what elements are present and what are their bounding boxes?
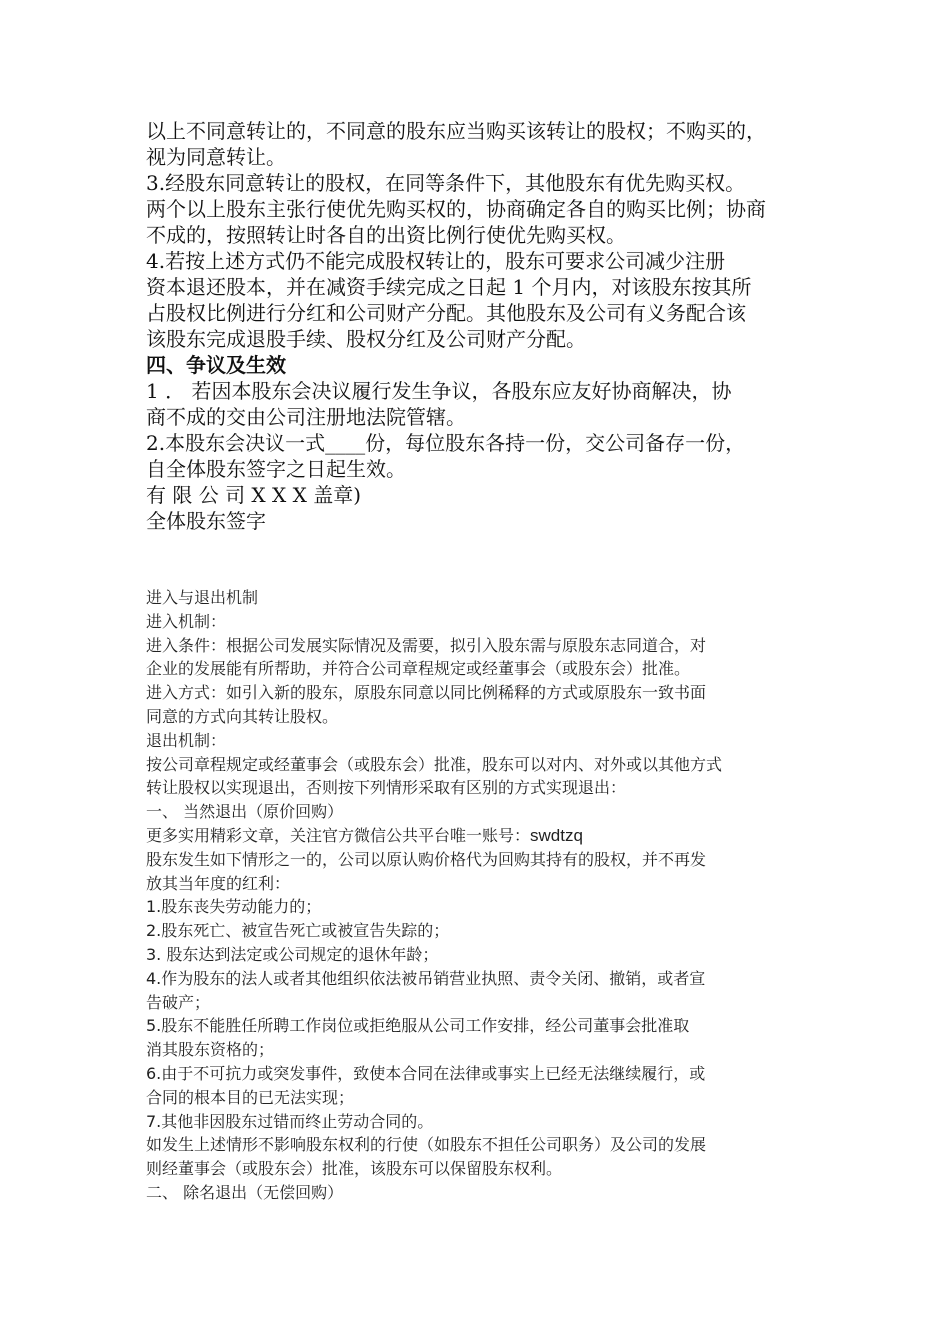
- spacer: [146, 534, 816, 586]
- list-item: [146, 967, 816, 991]
- item-text: 作为股东的法人或者其他组织依法被吊销营业执照、责令关闭、撤销，或者宣: [161, 968, 706, 988]
- list-item: [146, 919, 816, 943]
- signature-line: 全体股东签字: [146, 509, 266, 533]
- section-title: 进入与退出机制: [146, 588, 259, 607]
- text-line: 同意的方式向其转让股权。: [146, 706, 339, 726]
- item-number: 6.: [146, 1063, 162, 1083]
- list-item: [146, 895, 816, 919]
- list-item-continuation: 消其股东资格的；: [146, 1040, 275, 1060]
- item-number: 7.: [146, 1111, 162, 1131]
- text-line: 进入方式：如引入新的股东，原股东同意以同比例稀释的方式或原股东一致书面: [146, 683, 707, 703]
- text-line: 企业的发展能有所帮助，并符合公司章程规定或经董事会（或股东会）批准。: [146, 659, 691, 679]
- text-line: 该股东完成退股手续、股权分红及公司财产分配。: [146, 327, 586, 351]
- text-line: 商不成的交由公司注册地法院管辖。: [146, 405, 466, 429]
- item-text: 股东丧失劳动能力的；: [161, 897, 322, 917]
- list-item-continuation: 合同的根本目的已无法实现；: [146, 1087, 355, 1107]
- subsection-heading: 一、 当然退出（原价回购）: [146, 802, 344, 822]
- mechanism-section: [146, 586, 816, 1205]
- document-page: [146, 118, 816, 1205]
- promo-account: swdtzq: [530, 825, 583, 845]
- item-text: 股东达到法定或公司规定的退休年龄；: [161, 944, 439, 964]
- item-number: 5.: [146, 1016, 162, 1036]
- list-item-continuation: 告破产；: [146, 992, 211, 1012]
- subsection-heading: 二、 除名退出（无偿回购）: [146, 1182, 344, 1202]
- text-line: 1 ． 若因本股东会决议履行发生争议，各股东应友好协商解决，协: [146, 379, 732, 403]
- text-line: 进入条件：根据公司发展实际情况及需要，拟引入股东需与原股东志同道合，对: [146, 635, 707, 655]
- item-number: 1.: [146, 897, 162, 917]
- text-line: 资本退还股本，并在减资手续完成之日起 1 个月内，对该股东按其所: [146, 275, 752, 299]
- text-line: 股东发生如下情形之一的，公司以原认购价格代为回购其持有的股权，并不再发: [146, 849, 707, 869]
- list-item: [146, 1062, 816, 1086]
- exit-label: 退出机制：: [146, 730, 227, 750]
- list-item: [146, 943, 816, 967]
- text-line: 不成的，按照转让时各自的出资比例行使优先购买权。: [146, 223, 626, 247]
- item-text: 股东不能胜任所聘工作岗位或拒绝服从公司工作安排，经公司董事会批准取: [161, 1016, 690, 1036]
- text-line: 如发生上述情形不影响股东权利的行使（如股东不担任公司职务）及公司的发展: [146, 1135, 707, 1155]
- section-heading: 四、争议及生效: [146, 353, 286, 377]
- entry-label: 进入机制：: [146, 611, 227, 631]
- list-item: [146, 1110, 816, 1134]
- text-line: 转让股权以实现退出，否则按下列情形采取有区别的方式实现退出：: [146, 778, 627, 798]
- text-line: 则经董事会（或股东会）批准，该股东可以保留股东权利。: [146, 1159, 563, 1179]
- seal-line: 有 限 公 司 X X X 盖章): [146, 483, 362, 507]
- promo-line: [146, 824, 816, 848]
- text-line: 2.本股东会决议一式____份，每位股东各持一份，交公司备存一份，: [146, 431, 746, 455]
- text-line: 占股权比例进行分红和公司财产分配。其他股东及公司有义务配合该: [146, 301, 746, 325]
- text-line: 4.若按上述方式仍不能完成股权转让的，股东可要求公司减少注册: [146, 249, 726, 273]
- item-text: 由于不可抗力或突发事件，致使本合同在法律或事实上已经无法继续履行，或: [161, 1063, 706, 1083]
- text-line: 放其当年度的红利：: [146, 873, 291, 893]
- item-text: 其他非因股东过错而终止劳动合同的。: [161, 1111, 434, 1131]
- item-number: 3.: [146, 944, 162, 964]
- text-line: 自全体股东签字之日起生效。: [146, 457, 406, 481]
- text-line: 3.经股东同意转让的股权，在同等条件下，其他股东有优先购买权。: [146, 171, 746, 195]
- text-line: 视为同意转让。: [146, 145, 286, 169]
- text-line: 以上不同意转让的，不同意的股东应当购买该转让的股权；不购买的，: [146, 119, 766, 143]
- item-number: 2.: [146, 921, 162, 941]
- item-number: 4.: [146, 968, 162, 988]
- item-text: 股东死亡、被宣告死亡或被宣告失踪的；: [161, 921, 450, 941]
- resolution-section: [146, 118, 816, 534]
- promo-text: 更多实用精彩文章，关注官方微信公共平台唯一账号：: [146, 825, 531, 845]
- list-item: [146, 1014, 816, 1038]
- text-line: 按公司章程规定或经董事会（或股东会）批准，股东可以对内、对外或以其他方式: [146, 754, 723, 774]
- text-line: 两个以上股东主张行使优先购买权的，协商确定各自的购买比例；协商: [146, 197, 766, 221]
